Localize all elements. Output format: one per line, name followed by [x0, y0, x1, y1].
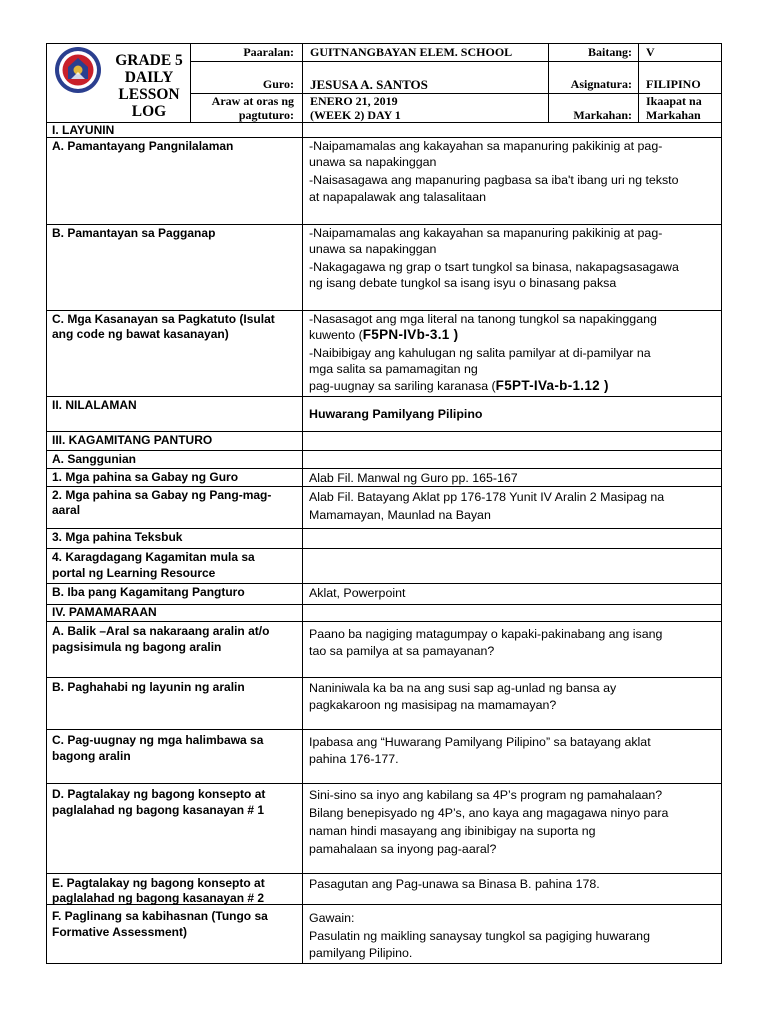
- doc-title-log: LOG: [131, 103, 167, 120]
- guro-label: Guro:: [262, 77, 294, 91]
- row-label-pag-uugnay-2: bagong aralin: [52, 749, 131, 763]
- rule: [302, 122, 303, 964]
- pamantayan-pagganap-text: unawa sa napakinggan: [309, 242, 437, 256]
- row-label-pamantayang-pangnilalaman: A. Pamantayang Pangnilalaman: [52, 139, 234, 153]
- row-label-paglinang-2: Formative Assessment): [52, 925, 187, 939]
- row-label-karagdagang: 4. Karagdagang Kagamitan mula sa: [52, 550, 255, 564]
- rule: [46, 621, 722, 622]
- kasanayan-text: mga salita sa pamamagitan ng: [309, 362, 478, 376]
- pamantayan-pagganap-text: -Nakagagawa ng grap o tsart tungkol sa binasa, nakapagsasagawa: [309, 260, 679, 274]
- paghahabi-text: pagkakaroon ng masisipag na mamamayan?: [309, 698, 557, 712]
- pagtalakay-1-text: Bilang benepisyado ng 4P’s, ano kaya ang magagawa ninyo para: [309, 806, 669, 820]
- learning-code: F5PN-IVb-3.1 ): [362, 327, 459, 342]
- pamantayang-pangnilalaman-text: -Naipamamalas ang kakayahan sa mapanuring pakikinig at pag-: [309, 139, 663, 153]
- row-label-gabay-mag-aaral-2: aaral: [52, 503, 81, 517]
- rule: [46, 450, 722, 451]
- kasanayan-text: -Nasasagot ang mga literal na tanong tungkol sa napakinggang: [309, 312, 657, 326]
- row-label-balik-aral-2: pagsisimula ng bagong aralin: [52, 640, 222, 654]
- doc-title-daily: DAILY: [124, 69, 174, 86]
- pagtalakay-1-text: Sini-sino sa inyo ang kabilang sa 4P’s program ng pamahalaan?: [309, 788, 663, 802]
- section-heading-layunin: I. LAYUNIN: [52, 123, 115, 137]
- row-label-sanggunian: A. Sanggunian: [52, 452, 136, 466]
- row-label-pamantayan-pagganap: B. Pamantayan sa Pagganap: [52, 226, 216, 240]
- pamantayan-pagganap-text: ng isang debate tungkol sa isang isyu o binasang paksa: [309, 276, 617, 290]
- row-label-pagtalakay-2: E. Pagtalakay ng bagong konsepto at: [52, 876, 265, 890]
- kasanayan-text: [309, 378, 609, 395]
- pagtalakay-2-text: Pasagutan ang Pag-unawa sa Binasa B. pahina 178.: [309, 877, 600, 891]
- deped-seal-icon: [54, 46, 102, 94]
- pag-uugnay-text: pahina 176-177.: [309, 752, 399, 766]
- row-label-karagdagang-2: portal ng Learning Resource: [52, 566, 216, 580]
- rule: [46, 583, 722, 584]
- kasanayan-text: [309, 327, 458, 344]
- baitang-value: V: [646, 45, 655, 59]
- row-label-gabay-guro: 1. Mga pahina sa Gabay ng Guro: [52, 470, 239, 484]
- rule: [548, 43, 549, 122]
- kasanayan-text: -Naibibigay ang kahulugan ng salita pamilyar at di-pamilyar na: [309, 346, 651, 360]
- rule: [46, 729, 722, 730]
- paglinang-text: Gawain:: [309, 911, 355, 925]
- paaralan-value: GUITNANGBAYAN ELEM. SCHOOL: [310, 45, 513, 59]
- rule: [46, 528, 722, 529]
- learning-code: F5PT-IVa-b-1.12 ): [495, 378, 609, 393]
- row-label-paghahabi: B. Paghahabi ng layunin ng aralin: [52, 680, 245, 694]
- row-label-pagtalakay-1-2: paglalahad ng bagong kasanayan # 1: [52, 803, 265, 817]
- guro-value: JESUSA A. SANTOS: [310, 77, 428, 92]
- markahan-value: Ikaapat na: [646, 94, 702, 108]
- doc-title-lesson: LESSON: [118, 86, 180, 103]
- row-label-gabay-mag-aaral: 2. Mga pahina sa Gabay ng Pang-mag-: [52, 488, 272, 502]
- balik-aral-text: Paano ba nagiging matagumpay o kapaki-pakinabang ang isang: [309, 627, 663, 641]
- markahan-value-2: Markahan: [646, 108, 701, 122]
- iba-pang-value: Aklat, Powerpoint: [309, 586, 406, 600]
- doc-title-grade: GRADE 5: [115, 52, 183, 69]
- row-label-paglinang: F. Paglinang sa kabihasnan (Tungo sa: [52, 909, 268, 923]
- row-label-pagtalakay-2-2: paglalahad ng bagong kasanayan # 2: [52, 891, 265, 905]
- paghahabi-text: Naniniwala ka ba na ang susi sap ag-unlad ng bansa ay: [309, 681, 617, 695]
- section-heading-nilalaman: II. NILALAMAN: [52, 398, 137, 412]
- paglinang-text: Pasulatin ng maikling sanaysay tungkol sa pagiging huwarang: [309, 929, 650, 943]
- section-heading-kagamitan: III. KAGAMITANG PANTURO: [52, 433, 213, 447]
- araw-value: ENERO 21, 2019: [310, 94, 398, 108]
- paaralan-label: Paaralan:: [243, 45, 294, 59]
- pagtalakay-1-text: naman hindi masayang ang ibinibigay na suporta ng: [309, 824, 596, 838]
- pamantayang-pangnilalaman-text: -Naisasagawa ang mapanuring pagbasa sa iba't ibang uri ng teksto: [309, 173, 679, 187]
- gabay-mag-aaral-value: Alab Fil. Batayang Aklat pp 176-178 Yunit IV Aralin 2 Masipag na: [309, 490, 665, 504]
- balik-aral-text: tao sa pamilya at sa pamayanan?: [309, 644, 495, 658]
- markahan-label: Markahan:: [573, 108, 632, 122]
- pamantayang-pangnilalaman-text: at napapalawak ang talasalitaan: [309, 190, 487, 204]
- row-label-balik-aral: A. Balik –Aral sa nakaraang aralin at/o: [52, 624, 270, 638]
- paglinang-text: pamilyang Pilipino.: [309, 946, 413, 960]
- rule: [46, 431, 722, 432]
- araw-label: Araw at oras ng: [211, 94, 294, 108]
- rule: [46, 468, 722, 469]
- pamantayang-pangnilalaman-text: unawa sa napakinggan: [309, 155, 437, 169]
- rule: [46, 396, 722, 397]
- kasanayan-text-part: pag-uugnay sa sariling karanasa (: [309, 379, 496, 393]
- pamantayan-pagganap-text: -Naipamamalas ang kakayahan sa mapanuring pakikinig at pag-: [309, 226, 663, 240]
- rule: [638, 43, 639, 122]
- araw-label-2: pagtuturo:: [238, 108, 294, 122]
- araw-value-2: (WEEK 2) DAY 1: [310, 108, 401, 122]
- rule: [302, 43, 303, 122]
- row-label-iba-pang: B. Iba pang Kagamitang Pangturo: [52, 585, 245, 599]
- row-label-teksbuk: 3. Mga pahina Teksbuk: [52, 530, 183, 544]
- pag-uugnay-text: Ipabasa ang “Huwarang Pamilyang Pilipino” sa batayang aklat: [309, 735, 651, 749]
- nilalaman-value: Huwarang Pamilyang Pilipino: [309, 407, 483, 421]
- row-label-kasanayan-2: ang code ng bawat kasanayan): [52, 327, 229, 341]
- pagtalakay-1-text: pamahalaan sa inyong pag-aaral?: [309, 842, 497, 856]
- gabay-mag-aaral-value-2: Mamamayan, Maunlad na Bayan: [309, 508, 491, 522]
- rule: [46, 783, 722, 784]
- baitang-label: Baitang:: [587, 45, 632, 59]
- rule: [190, 61, 722, 62]
- rule: [46, 677, 722, 678]
- kasanayan-text-part: kuwento (: [309, 328, 363, 342]
- row-label-pagtalakay-1: D. Pagtalakay ng bagong konsepto at: [52, 787, 266, 801]
- row-label-kasanayan: C. Mga Kasanayan sa Pagkatuto (Isulat: [52, 312, 275, 326]
- asignatura-value: FILIPINO: [646, 77, 701, 91]
- rule: [46, 873, 722, 874]
- rule: [46, 548, 722, 549]
- gabay-guro-value: Alab Fil. Manwal ng Guro pp. 165-167: [309, 471, 518, 485]
- asignatura-label: Asignatura:: [570, 77, 632, 91]
- section-heading-pamamaraan: IV. PAMAMARAAN: [52, 605, 157, 619]
- row-label-pag-uugnay: C. Pag-uugnay ng mga halimbawa sa: [52, 733, 264, 747]
